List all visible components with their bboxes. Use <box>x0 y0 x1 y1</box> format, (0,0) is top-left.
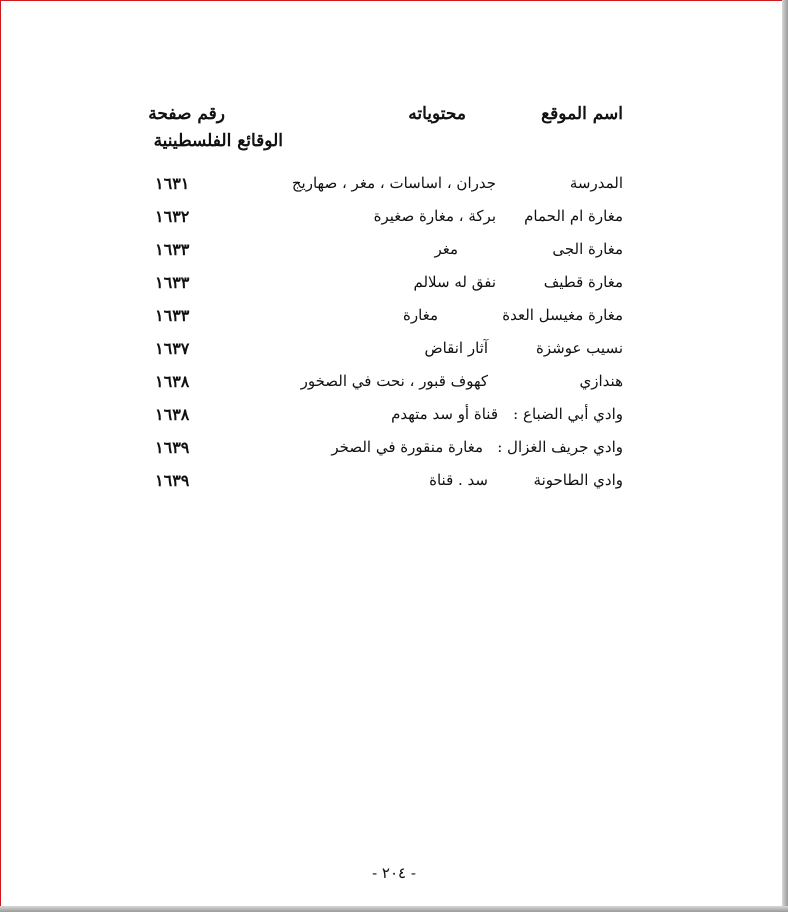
site-name: وادي جريف الغزال : <box>497 438 623 456</box>
site-name: مغارة قطيف <box>543 273 623 291</box>
site-name: مغارة الجى <box>552 240 623 258</box>
site-contents: مغارة منقورة في الصخر <box>331 438 483 456</box>
table-row <box>0 240 788 270</box>
page-ref: ١٦٣٣ <box>155 306 190 325</box>
header-contents: محتوياته <box>408 104 466 124</box>
site-name: وادي أبي الضباع : <box>513 405 623 423</box>
site-contents: مغر <box>434 240 458 258</box>
site-name: المدرسة <box>569 174 623 192</box>
site-name: نسيب عوشزة <box>536 339 623 357</box>
page-ref: ١٦٣٩ <box>155 471 190 490</box>
header-site-name: اسم الموقع <box>541 104 623 124</box>
site-contents: بركة ، مغارة صغيرة <box>373 207 496 225</box>
page-edge-shadow-bottom <box>0 906 788 912</box>
site-name: هندازي <box>579 372 623 390</box>
table-row <box>0 273 788 303</box>
table-row <box>0 339 788 369</box>
header-page-number: رقم صفحة <box>148 104 225 124</box>
site-name: مغارة مغيسل العدة <box>502 306 623 324</box>
site-contents: نفق له سلالم <box>413 273 496 291</box>
site-contents: جدران ، اساسات ، مغر ، صهاريج <box>291 174 496 192</box>
header-source: الوقائع الفلسطينية <box>153 131 283 151</box>
page-ref: ١٦٣٩ <box>155 438 190 457</box>
table-row <box>0 405 788 435</box>
table-row <box>0 306 788 336</box>
page-ref: ١٦٣١ <box>155 174 190 193</box>
page-ref: ١٦٣٣ <box>155 273 190 292</box>
site-contents: كهوف قبور ، نحت في الصخور <box>300 372 488 390</box>
site-contents: آثار انقاض <box>424 339 488 357</box>
table-row <box>0 471 788 501</box>
site-contents: قناة أو سد متهدم <box>391 405 498 423</box>
site-name: مغارة ام الحمام <box>524 207 623 225</box>
page-ref: ١٦٣٨ <box>155 405 190 424</box>
table-row <box>0 372 788 402</box>
table-row <box>0 438 788 468</box>
page-ref: ١٦٣٢ <box>155 207 190 226</box>
table-row <box>0 174 788 204</box>
page-number: - ٢٠٤ - <box>372 864 416 882</box>
table-row <box>0 207 788 237</box>
page-ref: ١٦٣٨ <box>155 372 190 391</box>
page-ref: ١٦٣٣ <box>155 240 190 259</box>
site-contents: مغارة <box>403 306 438 324</box>
page-ref: ١٦٣٧ <box>155 339 190 358</box>
site-name: وادي الطاحونة <box>533 471 623 489</box>
site-contents: سد . قناة <box>429 471 488 489</box>
